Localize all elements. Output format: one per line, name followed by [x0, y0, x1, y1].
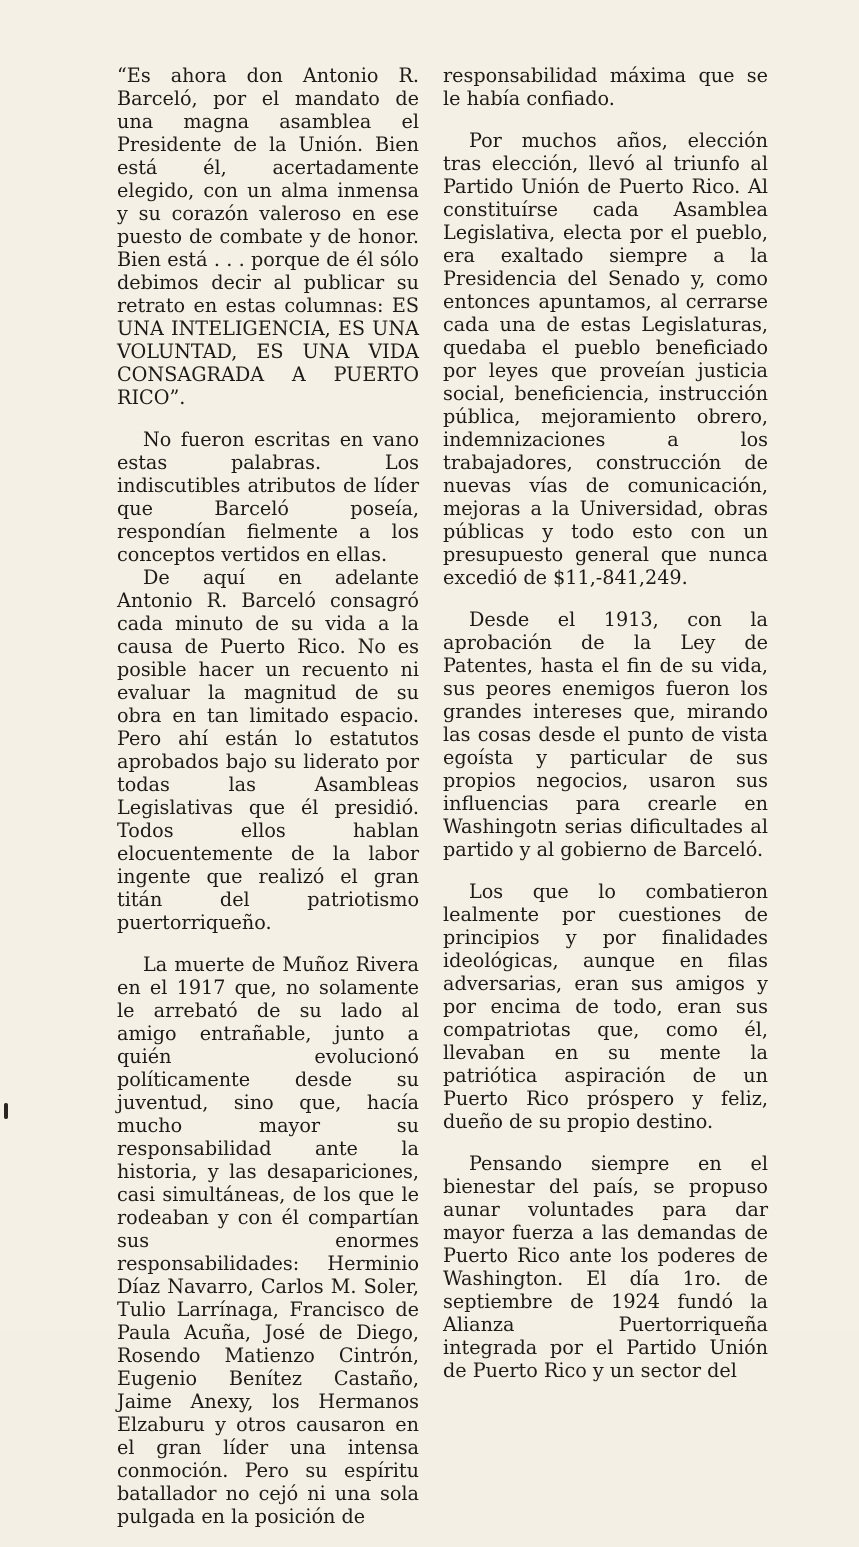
binding-mark	[4, 1103, 8, 1119]
paragraph: Desde el 1913, con la aprobación de la Ley de Patentes, hasta el fin de su vida, sus peores enemigos fueron los grandes intereses que, mirando las cosas desde el punto de vista egoísta y particular de sus propios negocios, usaron sus influencias para crearle en Washingotn serias dificultades al partido y al gobierno de Barceló.	[443, 608, 768, 861]
quote-paragraph: “Es ahora don Antonio R. Barceló, por el mandato de una magna asamblea el Presidente de la Unión. Bien está él, acertadamente elegido, con un alma inmensa y su corazón valeroso en ese puesto de combate y de honor. Bien está . . . porque de él sólo debimos decir al publicar su retrato en estas columnas: ES UNA INTELIGENCIA, ES UNA VOLUNTAD, ES UNA VIDA CONSAGRADA A PUERTO RICO”.	[117, 64, 419, 409]
paragraph: No fueron escritas en vano estas palabras. Los indiscutibles atributos de líder que Barceló poseía, respondían fielmente a los conceptos vertidos en ellas.	[117, 428, 419, 566]
paragraph: Por muchos años, elección tras elección, llevó al triunfo al Partido Unión de Puerto Rico. Al constituírse cada Asamblea Legislativa, electa por el pueblo, era exaltado siempre a la Presidencia del Senado y, como entonces apuntamos, al cerrarse cada una de estas Legislaturas, quedaba el pueblo beneficiado por leyes que proveían justicia social, beneficiencia, instrucción pública, mejoramiento obrero, indemnizaciones a los trabajadores, construcción de nuevas vías de comunicación, mejoras a la Universidad, obras públicas y todo esto con un presupuesto general que nunca excedió de $11,-841,249.	[443, 129, 768, 589]
paragraph: De aquí en adelante Antonio R. Barceló consagró cada minuto de su vida a la causa de Puerto Rico. No es posible hacer un recuento ni evaluar la magnitud de su obra en tan limitado espacio. Pero ahí están lo estatutos aprobados bajo su liderato por todas las Asambleas Legislativas que él presidió. Todos ellos hablan elocuentemente de la labor ingente que realizó el gran titán del patriotismo puertorriqueño.	[117, 566, 419, 934]
paragraph: La muerte de Muñoz Rivera en el 1917 que, no solamente le arrebató de su lado al amigo entrañable, junto a quién evolucionó políticamente desde su juventud, sino que, hacía mucho mayor su responsabilidad ante la historia, y las desapariciones, casi simultáneas, de los que le rodeaban y con él compartían sus enormes responsabilidades: Herminio Díaz Navarro, Carlos M. Soler, Tulio Larrínaga, Francisco de Paula Acuña, José de Diego, Rosendo Matienzo Cintrón, Eugenio Benítez Castaño, Jaime Anexy, los Hermanos Elzaburu y otros causaron en el gran líder una intensa conmoción. Pero su espíritu batallador no cejó ni una sola pulgada en la posición de	[117, 953, 419, 1528]
paragraph: Pensando siempre en el bienestar del país, se propuso aunar voluntades para dar mayor fuerza a las demandas de Puerto Rico ante los poderes de Washington. El día 1ro. de septiembre de 1924 fundó la Alianza Puertorriqueña integrada por el Partido Unión de Puerto Rico y un sector del	[443, 1152, 768, 1382]
right-column	[443, 64, 768, 1401]
left-column	[117, 64, 419, 1547]
paragraph: responsabilidad máxima que se le había confiado.	[443, 64, 768, 110]
paragraph: Los que lo combatieron lealmente por cuestiones de principios y por finalidades ideológicas, aunque en filas adversarias, eran sus amigos y por encima de todo, eran sus compatriotas que, como él, llevaban en su mente la patriótica aspiración de un Puerto Rico próspero y feliz, dueño de su propio destino.	[443, 880, 768, 1133]
